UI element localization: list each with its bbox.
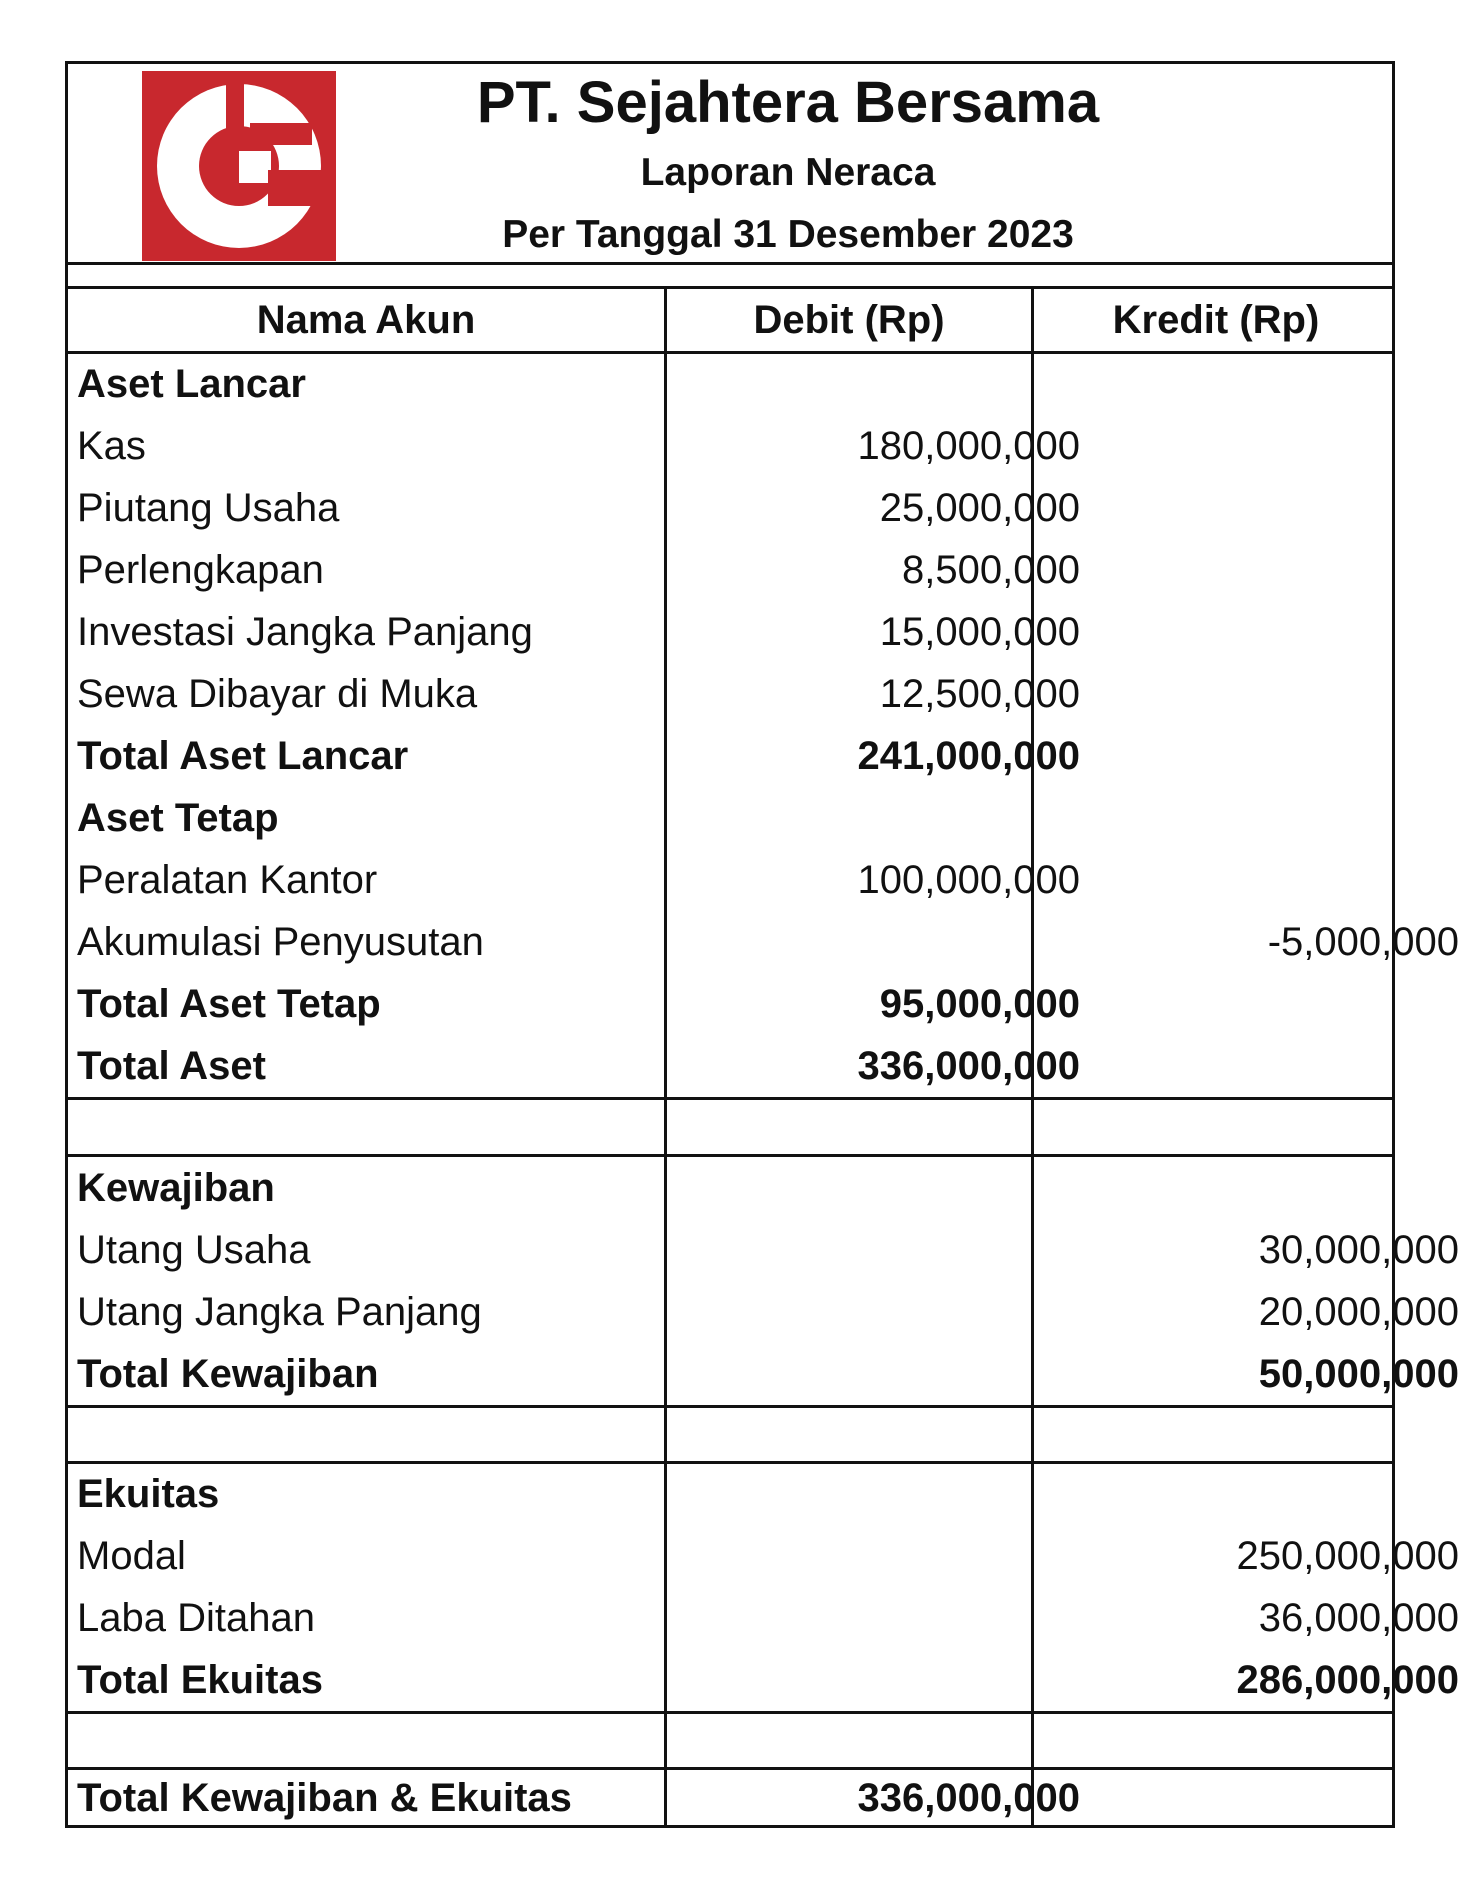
table-row	[68, 1035, 1392, 1097]
table-row	[68, 1281, 1459, 1343]
account-name: Total Kewajiban	[77, 1352, 379, 1396]
kredit-value: 30,000,000	[1258, 1228, 1459, 1272]
kredit-value: 20,000,000	[1258, 1290, 1459, 1334]
account-name: Kas	[77, 424, 146, 468]
account-name: Perlengkapan	[77, 548, 324, 592]
debit-value: 180,000,000	[857, 424, 1080, 468]
kredit-value: 286,000,000	[1236, 1658, 1459, 1702]
debit-value: 241,000,000	[857, 734, 1080, 778]
table-row	[68, 1649, 1459, 1711]
table-row	[68, 415, 1392, 477]
report-header	[68, 64, 1392, 265]
table-row	[68, 1769, 1392, 1827]
account-name: Peralatan Kantor	[77, 858, 378, 902]
debit-value: 15,000,000	[879, 610, 1080, 654]
report-date: Per Tanggal 31 Desember 2023	[502, 213, 1074, 256]
account-name: Piutang Usaha	[77, 486, 340, 530]
report-title: Laporan Neraca	[640, 151, 936, 194]
account-name: Akumulasi Penyusutan	[77, 920, 484, 964]
account-name: Aset Tetap	[77, 796, 279, 840]
header-spacer	[68, 265, 1392, 289]
table-row	[68, 1587, 1459, 1649]
column-header-debit: Debit (Rp)	[753, 298, 945, 342]
debit-value: 8,500,000	[902, 548, 1080, 592]
column-header-kredit: Kredit (Rp)	[1112, 298, 1320, 342]
account-name: Total Aset Tetap	[77, 982, 381, 1026]
table-row	[68, 1525, 1459, 1587]
table-row	[68, 353, 1392, 415]
account-name: Kewajiban	[77, 1166, 275, 1210]
balance-sheet-table	[65, 61, 1459, 1828]
kredit-value: 250,000,000	[1236, 1534, 1459, 1578]
account-name: Modal	[77, 1534, 186, 1578]
account-name: Total Aset Lancar	[77, 734, 409, 778]
table-row	[68, 1343, 1459, 1405]
debit-value: 25,000,000	[879, 486, 1080, 530]
table-row	[68, 601, 1392, 663]
debit-value: 336,000,000	[857, 1776, 1080, 1820]
account-name: Investasi Jangka Panjang	[77, 610, 533, 654]
account-name: Total Kewajiban & Ekuitas	[77, 1776, 572, 1820]
table-row	[68, 787, 1392, 849]
kredit-value: -5,000,000	[1267, 920, 1459, 964]
account-name: Laba Ditahan	[77, 1596, 315, 1640]
account-name: Utang Usaha	[77, 1228, 311, 1272]
company-logo-icon	[142, 71, 336, 261]
debit-value: 95,000,000	[879, 982, 1080, 1026]
company-name: PT. Sejahtera Bersama	[476, 70, 1100, 135]
account-name: Ekuitas	[77, 1472, 220, 1516]
account-name: Total Aset	[77, 1044, 266, 1088]
table-row	[68, 849, 1392, 911]
debit-value: 12,500,000	[879, 672, 1080, 716]
table-row	[68, 1219, 1459, 1281]
debit-value: 100,000,000	[857, 858, 1080, 902]
kredit-value: 50,000,000	[1258, 1352, 1459, 1396]
section-divider	[68, 1405, 1392, 1408]
table-row	[68, 477, 1392, 539]
table-row	[68, 725, 1392, 787]
account-name: Sewa Dibayar di Muka	[77, 672, 478, 716]
table-row	[68, 1157, 1392, 1219]
section-divider	[68, 1711, 1392, 1714]
table-row	[68, 911, 1459, 973]
table-row	[68, 663, 1392, 725]
account-name: Total Ekuitas	[77, 1658, 323, 1702]
kredit-value: 36,000,000	[1258, 1596, 1459, 1640]
account-name: Utang Jangka Panjang	[77, 1290, 482, 1334]
table-row	[68, 539, 1392, 601]
column-header-name: Nama Akun	[256, 298, 476, 342]
account-name: Aset Lancar	[77, 362, 306, 406]
debit-value: 336,000,000	[857, 1044, 1080, 1088]
section-divider	[68, 1097, 1392, 1100]
table-row	[68, 973, 1392, 1035]
table-row	[68, 1463, 1392, 1525]
